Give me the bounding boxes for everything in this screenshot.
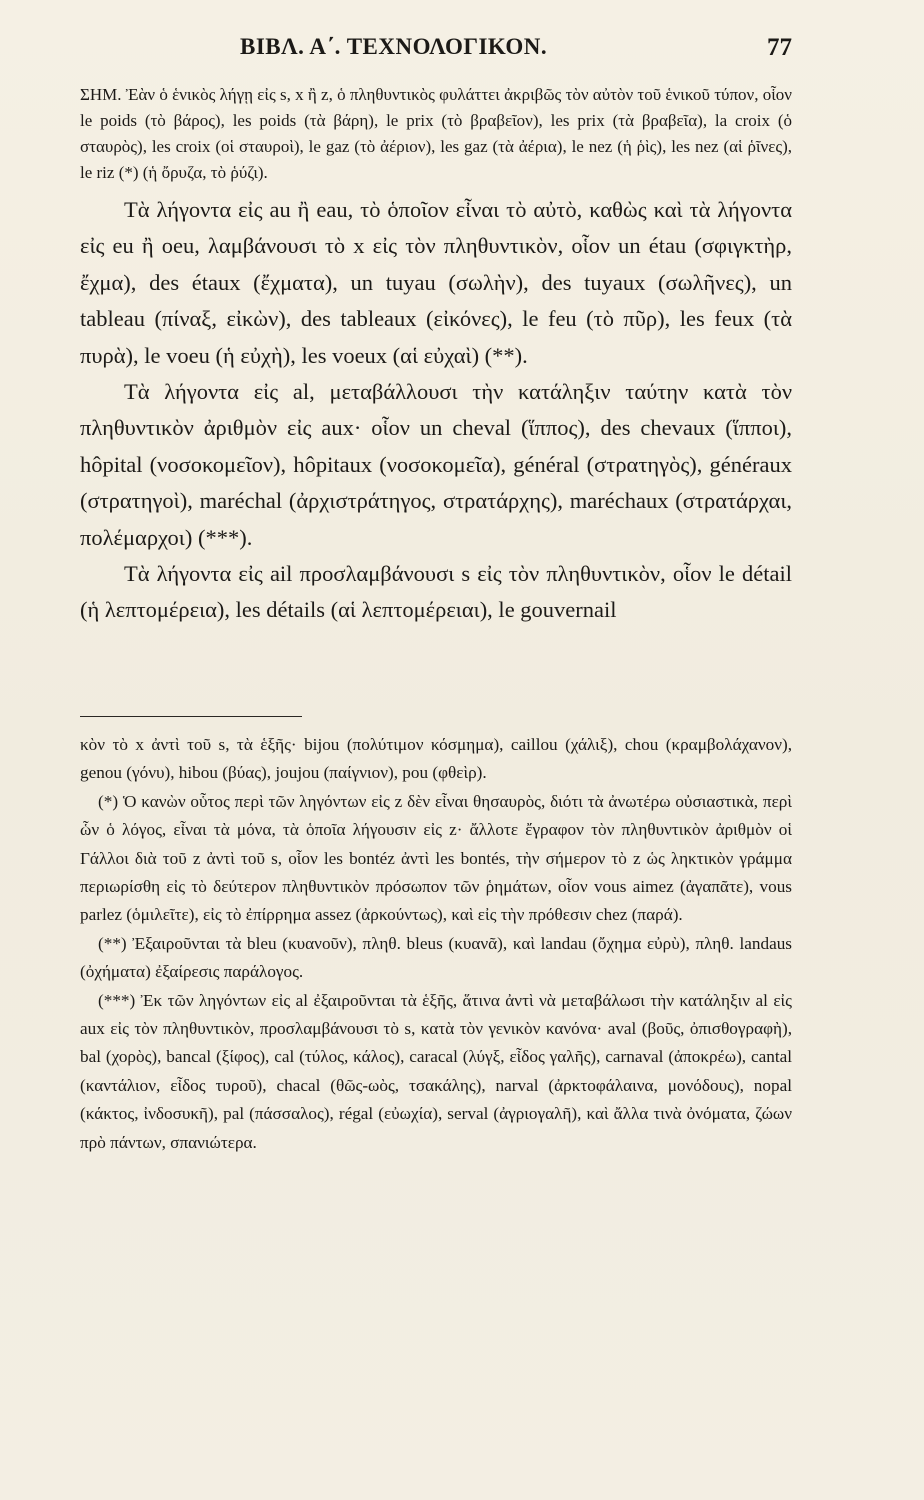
running-title: ΒΙΒΛ. Α΄. ΤΕΧΝΟΛΟΓΙΚΟΝ. (240, 34, 548, 59)
paragraph-al: Τὰ λήγοντα εἰς al, μεταβάλλουσι τὴν κατάληξιν ταύτην κατὰ τὸν πληθυντικὸν ἀριθμὸν εἰς aux· οἷον un cheval (ἵππος), des chevaux (ἵπποι), hôpital (νοσοκομεῖον), hôpitaux (νοσοκομεῖα), général (στρατηγὸς), généraux (στρατηγοὶ), maréchal (ἀρχιστράτηγος, στρατάρχης), maréchaux (στρατάρχαι, πολέμαρχοι) (***). (80, 379, 792, 550)
footnote-2: (**) Ἐξαιροῦνται τὰ bleu (κυανοῦν), πληθ. bleus (κυανᾶ), καὶ landau (ὄχημα εὐρὺ), πληθ. landaus (ὀχήματα) ἐξαίρεσις παράλογος. (80, 933, 792, 982)
paragraph-ail: Τὰ λήγοντα εἰς ail προσλαμβάνουσι s εἰς τὸν πληθυντικὸν, οἷον le détail (ἡ λεπτομέρεια), les détails (αἱ λεπτομέρειαι), le gouvernail (80, 561, 792, 623)
footnotes (80, 731, 792, 1157)
page-number: 77 (767, 34, 792, 61)
footnote-3: (***) Ἐκ τῶν ληγόντων εἰς al ἐξαιροῦνται τὰ ἑξῆς, ἅτινα ἀντὶ νὰ μεταβάλωσι τὴν κατάληξιν al εἰς aux εἰς τὸν πληθυντικὸν, προσλαμβάνουσι τὸ s, κατὰ τὸν γενικὸν κανόνα· aval (βοῦς, ὀπισθογραφὴ), bal (χορὸς), bancal (ξίφος), cal (τύλος, κάλος), caracal (λύγξ, εἶδος γαλῆς), carnaval (ἀποκρέω), cantal (καντάλιον, εἶδος τυροῦ), chacal (θῶς-ωὸς, τσακάλης), narval (ἀρκτοφάλαινα, μονόδους), nopal (κάκτος, ἰνδοσυκῆ), pal (πάσσαλος), régal (εὐωχία), serval (ἀγριογαλῆ), καὶ ἄλλα τινὰ ὀνόματα, ζώων πρὸ πάντων, σπανιώτερα. (80, 990, 792, 1152)
main-text (80, 82, 792, 629)
remark-paragraph: ΣΗΜ. Ἐὰν ὁ ἑνικὸς λήγῃ εἰς s, x ἢ z, ὁ πληθυντικὸς φυλάττει ἀκριβῶς τὸν αὐτὸν τοῦ ἑνικοῦ τύπον, οἷον le poids (τὸ βάρος), les poids (τὰ βάρη), le prix (τὸ βραβεῖον), les prix (τὰ βραβεῖα), la croix (ὁ σταυρὸς), les croix (οἱ σταυροὶ), le gaz (τὸ ἀέριον), les gaz (τὰ ἀέρια), le nez (ἡ ῥὶς), les nez (αἱ ῥῖνες), le riz (*) (ἡ ὄρυζα, τὸ ῥύζι). (80, 85, 792, 182)
footnote-1: (*) Ὁ κανὼν οὗτος περὶ τῶν ληγόντων εἰς z δὲν εἶναι θησαυρὸς, διότι τὰ ἀνωτέρω οὐσιαστικὰ, περὶ ὧν ὁ λόγος, εἶναι τὰ μόνα, τὰ ὁποῖα λήγουσιν εἰς z· ἄλλοτε ἔγραφον τὸν πληθυντικὸν ἀριθμὸν οἱ Γάλλοι διὰ τοῦ z ἀντὶ τοῦ s, οἷον les bontéz ἀντὶ les bontés, τὴν σήμερον τὸ z ὡς ληκτικὸν γράμμα περιωρίσθη εἰς τὸ δεύτερον πληθυντικὸν πρόσωπον τῶν ῥημάτων, οἷον vous aimez (ἀγαπᾶτε), vous parlez (ὁμιλεῖτε), εἰς τὸ ἐπίρρημα assez (ἀρκούντως), καὶ εἰς τὴν πρόθεσιν chez (παρά). (80, 791, 792, 925)
paragraph-au-eau: Τὰ λήγοντα εἰς au ἢ eau, τὸ ὁποῖον εἶναι τὸ αὐτὸ, καθὼς καὶ τὰ λήγοντα εἰς eu ἢ oeu, λαμβάνουσι τὸ x εἰς τὸν πληθυντικὸν, οἷον un étau (σφιγκτὴρ, ἔχμα), des étaux (ἔχματα), un tuyau (σωλὴν), des tuyaux (σωλῆνες), un tableau (πίναξ, εἰκὼν), des tableaux (εἰκόνες), le feu (τὸ πῦρ), les feux (τὰ πυρὰ), le voeu (ἡ εὐχὴ), les voeux (αἱ εὐχαὶ) (**). (80, 197, 792, 368)
page-header (80, 34, 792, 68)
footnote-continuation: κὸν τὸ x ἀντὶ τοῦ s, τὰ ἑξῆς· bijou (πολύτιμον κόσμημα), caillou (χάλιξ), chou (κραμβολάχανον), genou (γόνυ), hibou (βύας), joujou (παίγνιον), pou (φθεὶρ). (80, 735, 792, 783)
footnote-separator (80, 716, 302, 717)
